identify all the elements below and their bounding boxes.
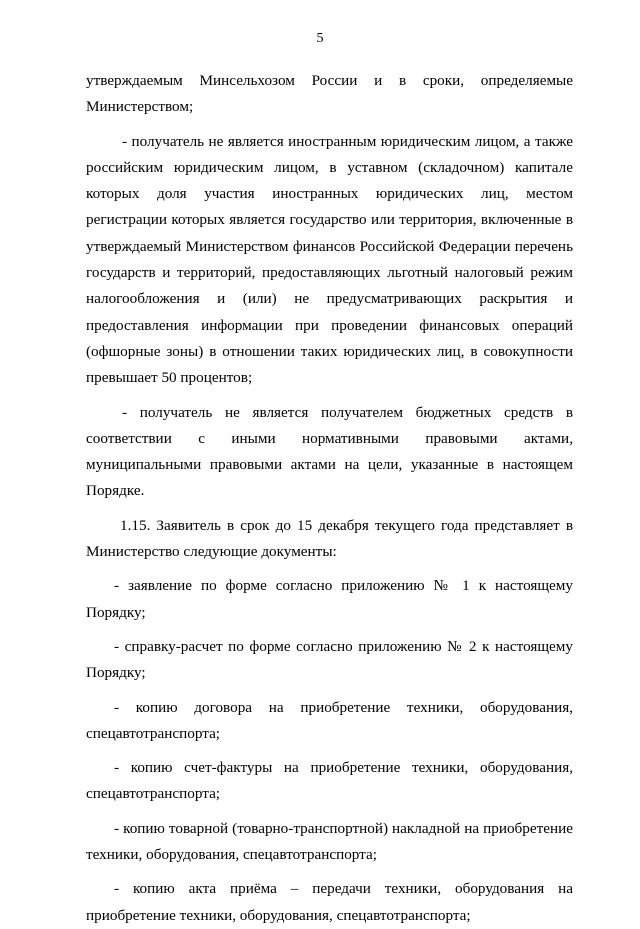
list-item-contract-copy: - копию договора на приобретение техники, оборудования, спецавтотранспорта; — [86, 698, 573, 742]
paragraph-foreign-entity-condition: - получатель не является иностранным юридическим лицом, а также российским юридическим лицом, в уставном (складочном) капитале которых доля участия иностранных юридических лиц, местом регистрации которых является государство или территория, включенные в утверждаемый Министерством финансов Российской Федерации перечень государств и территорий, предоставляющих льготный налоговый режим налогообложения и (или) не предусматривающих раскрытия и предоставления информации при проведении финансовых операций (офшорные зоны) в отношении таких юридических лиц, в совокупности превышает 50 процентов; — [86, 132, 573, 387]
list-item-application: - заявление по форме согласно приложению № 1 к настоящему Порядку; — [86, 577, 573, 621]
list-item-calculation: - справку-расчет по форме согласно приложению № 2 к настоящему Порядку; — [86, 637, 573, 682]
paragraph-budget-funds-condition: - получатель не является получателем бюджетных средств в соответствии с иными нормативными правовыми актами, муниципальными правовыми актами на цели, указанные в настоящем Порядке. — [86, 403, 573, 500]
list-item-invoice-copy: - копию счет-фактуры на приобретение техники, оборудования, спецавтотранспорта; — [86, 759, 573, 803]
paragraph-continuation: утверждаемым Минсельхозом России и в сроки, определяемые Министерством; — [86, 72, 573, 116]
list-item-transfer-act-copy: - копию акта приёма – передачи техники, оборудования на приобретение техники, оборудования, спецавтотранспорта; — [86, 880, 573, 924]
paragraph-1-15-documents: 1.15. Заявитель в срок до 15 декабря текущего года представляет в Министерство следующие документы: — [86, 516, 573, 561]
list-item-waybill-copy: - копию товарной (товарно-транспортной) накладной на приобретение техники, оборудования, спецавтотранспорта; — [86, 819, 573, 864]
document-body — [86, 68, 573, 929]
page-number: 5 — [316, 31, 324, 46]
